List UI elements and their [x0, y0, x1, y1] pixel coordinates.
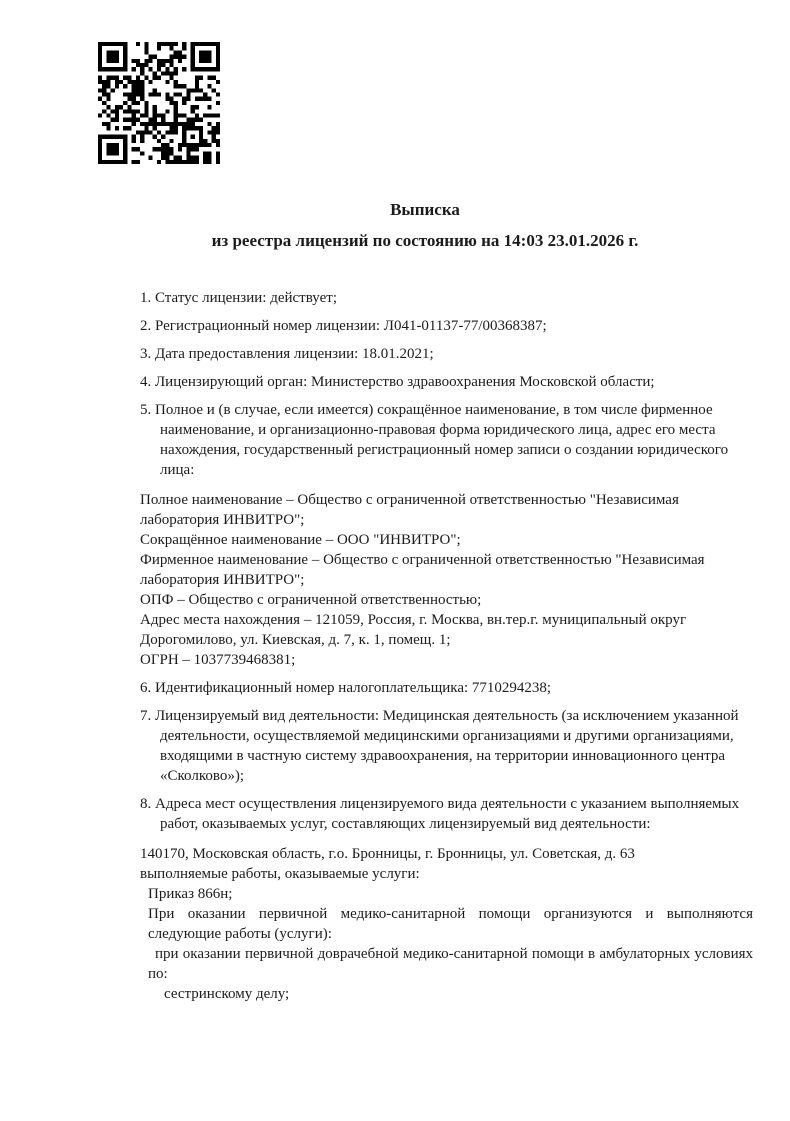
- grant-date-line: 3. Дата предоставления лицензии: 18.01.2021;: [140, 346, 434, 362]
- inn-line: 6. Идентификационный номер налогоплательщика: 7710294238;: [140, 680, 552, 696]
- names-intro-item: 5. Полное и (в случае, если имеется) сокращённое наименование, в том числе фирменное наименование, и организационно-правовая форма юридического лица, адрес его места нахождения, государственный регистрационный номер записи о создании юридического лица:: [140, 402, 729, 478]
- document-body: [140, 280, 753, 1004]
- primary-care-works-para: При оказании первичной медико-санитарной помощи организуются и выполняются следующие работы (услуги):: [148, 906, 753, 942]
- works-services-line: выполняемые работы, оказываемые услуги:: [140, 866, 420, 882]
- license-status-line: 1. Статус лицензии: действует;: [140, 290, 337, 306]
- address-line: Адрес места нахождения – 121059, Россия, г. Москва, вн.тер.г. муниципальный округ Дорогомилово, ул. Киевская, д. 7, к. 1, помещ. 1;: [140, 612, 687, 648]
- qr-code-image: [98, 42, 220, 164]
- opf-line: ОПФ – Общество с ограниченной ответственностью;: [140, 592, 482, 608]
- short-name-line: Сокращённое наименование – ООО "ИНВИТРО";: [140, 532, 461, 548]
- document-header: [140, 199, 710, 251]
- order-866n-line: Приказ 866н;: [148, 886, 233, 902]
- pre-doctor-care-para: при оказании первичной доврачебной медико-санитарной помощи в амбулаторных условиях по:: [148, 946, 753, 982]
- brand-name-line: Фирменное наименование – Общество с ограниченной ответственностью "Независимая лаборатория ИНВИТРО";: [140, 552, 705, 588]
- activity-addresses-item: 8. Адреса мест осуществления лицензируемого вида деятельности с указанием выполняемых работ, оказываемых услуг, составляющих лицензируемый вид деятельности:: [140, 796, 740, 832]
- document-title: Выписка: [390, 200, 460, 219]
- document-subtitle: из реестра лицензий по состоянию на 14:03 23.01.2026 г.: [211, 231, 639, 250]
- nursing-care-line: сестринскому делу;: [164, 986, 290, 1002]
- work-address-line: 140170, Московская область, г.о. Бронницы, г. Бронницы, ул. Советская, д. 63: [140, 846, 635, 862]
- registration-number-line: 2. Регистрационный номер лицензии: Л041-01137-77/00368387;: [140, 318, 547, 334]
- activity-type-item: 7. Лицензируемый вид деятельности: Медицинская деятельность (за исключением указанной деятельности, осуществляемой медицинскими организациями и другими организациями, входящими в частную систему здравоохранения, на территории инновационного центра «Сколково»);: [140, 708, 739, 784]
- ogrn-line: ОГРН – 1037739468381;: [140, 652, 296, 668]
- full-name-line: Полное наименование – Общество с ограниченной ответственностью "Независимая лаборатория ИНВИТРО";: [140, 492, 679, 528]
- licensing-authority-line: 4. Лицензирующий орган: Министерство здравоохранения Московской области;: [140, 374, 655, 390]
